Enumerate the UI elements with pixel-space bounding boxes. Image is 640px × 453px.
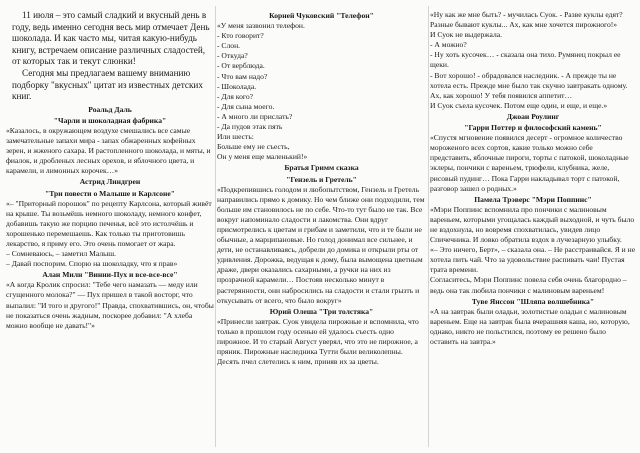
poem-line: «У меня зазвонил телефон. [217, 21, 305, 31]
column-middle [217, 10, 426, 449]
poem-line: - Слон. [217, 41, 241, 51]
column-left [6, 10, 214, 449]
poem-line: Больше ему не съесть, [217, 142, 290, 152]
poem-line: - Что вам надо? [217, 71, 268, 81]
entry-quote: «Принесли завтрак. Суок увидела пирожные и вспомнила, что только в прошлом году осенью ей удалось съесть одно пирожное. И то старый Август уверял, что это не пирожное, а пряник. Пирожные наследника Тутти были великолепны. Десять пчел слетелись к ним, приняв их за цветы. [217, 316, 419, 367]
poem-line: - Откуда? [217, 51, 248, 61]
poem-line: - Шоколада. [217, 81, 257, 91]
entry-quote: «А на завтрак были оладьи, золотистые оладьи с малиновым вареньем. Еще на завтрак была вчерашняя каша, но, которую, однако, никто не польстился, поэтому ее решено было оставить на завтра.» [430, 306, 630, 346]
entry-heading: Туве Янссон "Шляпа волшебника" [471, 296, 595, 306]
entry-title: "Гензель и Гретель" [286, 174, 357, 184]
entry-title: "Гарри Поттер и философский камень" [464, 123, 602, 133]
column-divider [215, 6, 216, 447]
entry-quote: «А когда Кролик спросил: "Тебе чего намазать — меду или сгущенного молока?" — Пух пришел в такой восторг, что выпалил: "И того и другого!" Правда, спохватившись, он, чтобы не показаться очень жадным, поскорее добавил: "А хлеба можно вообще не давать!"» [6, 280, 214, 330]
entry-quote: «Ну как же мне быть? - мучилась Суок. - Разве куклы едят? Разные бывают куклы... Ах, как мне хочется пирожного!» И Суок не выдержала. - А можно? - Ну хоть кусочек… - сказала она тихо. Румянец покрыл ее щеки. - Вот хорошо! - обрадовался наследник. - А прежде ты не хотела есть. Прежде мне было так скучно завтракать одному. Ах, как хорошо! У тебя появился аппетит… И Суок съела кусочек. Потом еще один, и еще, и еще.» [430, 10, 628, 110]
entry-title: "Чарли и шоколадная фабрика" [53, 115, 167, 125]
column-divider [428, 6, 429, 447]
intro-block [6, 10, 214, 103]
entry-title: "Три повести о Малыше и Карлсоне" [45, 188, 175, 198]
poem-line: - Для сына моего. [217, 101, 275, 111]
poem-line: - Кто говорит? [217, 31, 264, 41]
entry-quote: «– "Приторный порошок" по рецепту Карлсона, который живёт на крыше. Ты возьмёшь немного шоколаду, немного конфет, добавишь такую же порцию печенья, всё это истолчёшь и хорошенько перемешаешь. Как только ты приготовишь лекарство, я приму его. Это очень помогает от жара. [6, 198, 212, 248]
entry-author: Роальд Даль [88, 104, 132, 114]
poem-line: - А много ли прислать? [217, 111, 293, 121]
entry-quote: «Спустя мгновение появился десерт - огромное количество мороженого всех сортов, какие только можно себе представить, яблочные пироги, торты с патокой, шоколадные эклеры, пончики с вареньем, трюфели, клубника, желе, рисовый пудинг… Пока Гарри накладывал торт с патокой, разговор зашел о родных.» [430, 133, 629, 193]
entry-author: Астрид Линдгрен [79, 177, 141, 187]
poem-line: Или шесть: [217, 132, 254, 142]
entry-heading: Юрий Олеша "Три толстяка" [269, 306, 374, 316]
entry-heading: Корней Чуковский "Телефон" [269, 11, 374, 20]
entry-quote: «Мэри Поппинс вспомнила про пончики с малиновым вареньем, которыми угощалась каждый выходной, и чуть было не вздохнула, но вовремя спохватилась, увидев лицо Спичечника. И ловко обратила вздох в лучезарную улыбку. «– Это ничего, Берт», – сказала она. – Не расстраивайся. Я и не хотела пить чай. Что за удовольствие распивать чаи! Пустая трата времени. Согласитесь, Мэри Поппинс повела себя очень благородно – ведь она так любила пончики с малиновым вареньем! [430, 204, 636, 295]
poem [217, 21, 426, 162]
entry-author: Братья Гримм сказка [284, 163, 359, 173]
quote-line: – Сомневаюсь, – заметил Малыш. [6, 249, 116, 259]
poem-line: - От верблюда. [217, 61, 265, 71]
entry-quote: «Казалось, в окружающем воздухе смешались все самые замечательные запахи мира - запах обжаренных кофейных зерен, и жженого сахара. И растопленного шоколада, и мяты, и фиалок, и дробленых лесных орехов, и яблочного цвета, и карамели, и лимонных корочек…» [6, 125, 211, 176]
intro-paragraph: Сегодня мы предлагаем вашему вниманию подборку "вкусных" цитат из известных детских книг. [12, 67, 203, 102]
entry-heading: Памела Трэверс "Мэри Поппинс" [474, 194, 592, 204]
entry-quote: «Подкрепившись голодом и любопытством, Гензель и Гретель направились прямо к домику. Но чем ближе они подходили, тем больше им становилось не по себе. Что-то тут было не так. Все вокруг напоминало сладости и лакомства. Они вдруг присмотрелись к цветам и грибам и заметили, что и те были не обычные, а марципановые. Но голод донимал все сильнее, и дети, не останавливаясь, добрели до домика и открыли рты от удивления. Дорожка, ведущая к дому, была вымощена цветным драже, двери оказались сахарными, а ручки на них из прозрачной карамели… Постояв несколько минут в растерянности, они набросились на сладости и стали грызть и откусывать от всего, что было вокруг» [217, 184, 425, 305]
poem-line: - Для кого? [217, 91, 253, 101]
intro-paragraph: 11 июля – это самый сладкий и вкусный день в году, ведь именно сегодня весь мир отмечает День шоколада. И как часто мы, читая какую-нибудь книгу, встречаем описание различных сладостей, от которых так и текут слюнки! [12, 10, 210, 67]
column-right [430, 10, 636, 449]
entry-heading: Алан Милн "Винни-Пух и все-все-все" [42, 270, 178, 280]
poem-line: Он у меня еще маленький!» [217, 152, 308, 162]
entry-author: Джоан Роулинг [506, 111, 560, 121]
poem-line: - Да пудов этак пять [217, 122, 283, 132]
quote-line: – Давай поспорим. Спорю на шоколадку, что я прав» [6, 259, 178, 269]
